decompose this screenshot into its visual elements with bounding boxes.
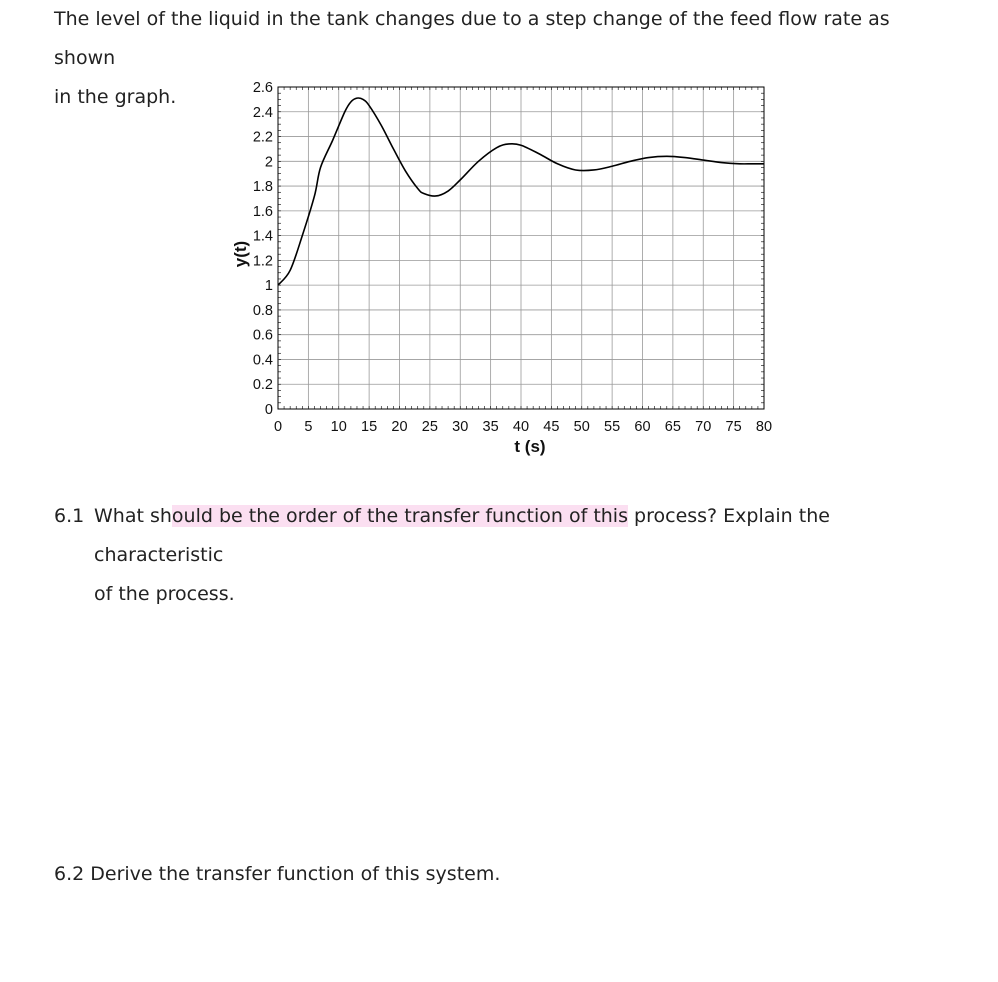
x-tick-label: 65 xyxy=(664,419,681,435)
x-tick-label: 45 xyxy=(543,419,560,435)
x-tick-label: 25 xyxy=(421,419,438,435)
x-tick-label: 30 xyxy=(452,419,469,435)
y-tick-label: 0.4 xyxy=(252,352,273,369)
x-tick-label: 80 xyxy=(755,419,773,435)
x-tick-label: 15 xyxy=(361,419,378,435)
x-tick-labels xyxy=(274,419,772,435)
x-tick-label: 5 xyxy=(304,419,313,435)
x-tick-label: 75 xyxy=(725,419,742,435)
y-tick-label: 2.4 xyxy=(252,104,273,121)
question-6-1-highlight: ould be the order of the transfer function of this xyxy=(171,505,628,527)
y-tick-label: 1 xyxy=(264,278,273,295)
y-tick-labels xyxy=(253,80,273,418)
x-tick-label: 50 xyxy=(573,419,590,435)
x-tick-label: 10 xyxy=(330,419,347,435)
intro-line-1: The level of the liquid in the tank changes due to a step change of the feed flow rate as shown xyxy=(54,8,890,69)
step-response-chart xyxy=(0,0,998,470)
y-tick-label: 0.6 xyxy=(252,327,273,344)
y-tick-label: 2.2 xyxy=(252,129,273,146)
question-6-1-number: 6.1 xyxy=(54,505,85,527)
question-6-2 xyxy=(54,855,954,894)
x-axis-label: t (s) xyxy=(514,437,546,456)
y-tick-label: 2 xyxy=(264,154,273,171)
question-6-2-text: 6.2 Derive the transfer function of this system. xyxy=(54,863,501,885)
x-tick-label: 60 xyxy=(634,419,651,435)
y-tick-label: 2.6 xyxy=(252,80,273,96)
y-tick-label: 0.8 xyxy=(252,302,273,319)
y-tick-label: 1.2 xyxy=(252,253,273,270)
question-6-1-text-end: process? Explain the characteristic xyxy=(94,505,830,566)
y-tick-label: 1.8 xyxy=(252,179,273,196)
question-6-1-line-2: of the process. xyxy=(94,583,235,605)
x-tick-label: 20 xyxy=(391,419,408,435)
y-tick-label: 1.4 xyxy=(252,228,273,245)
y-tick-label: 0.2 xyxy=(252,377,273,394)
x-tick-label: 55 xyxy=(604,419,621,435)
question-6-1-text-start: What sh xyxy=(94,505,172,527)
y-tick-label: 1.6 xyxy=(252,203,273,220)
y-tick-label: 0 xyxy=(264,402,273,418)
x-tick-label: 40 xyxy=(512,419,530,435)
x-tick-label: 70 xyxy=(695,419,712,435)
x-tick-label: 0 xyxy=(273,419,283,435)
intro-line-2: in the graph. xyxy=(54,86,177,108)
y-axis-label: y(t) xyxy=(231,240,250,268)
chart-grid xyxy=(278,87,764,409)
x-tick-label: 35 xyxy=(482,419,499,435)
